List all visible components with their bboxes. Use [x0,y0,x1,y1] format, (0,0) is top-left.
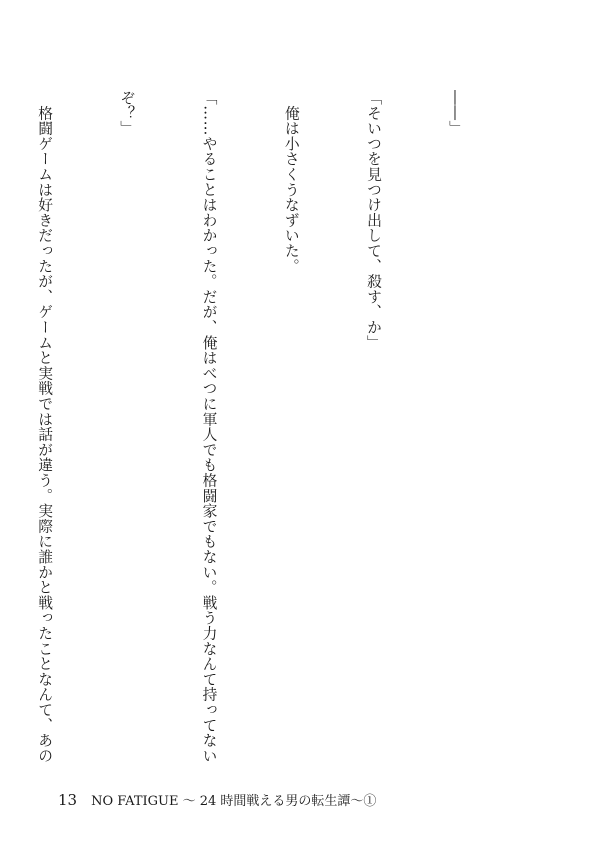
body-line: 「……やることはわかった。だが、俺はべつに軍人でも格闘家でもない。戦う力なんて持ってない [200,90,218,764]
page-number: 13 [58,791,78,809]
page-footer [58,790,376,814]
body-line: 「そいつを見つけ出して、殺す、か」 [364,90,382,351]
body-line: ぞ？」 [118,90,136,136]
body-line: ――」 [447,90,465,136]
body-line: 格闘ゲームは好きだったが、ゲームと実戦では話が違う。実際に誰かと戦ったことなんて、あの [36,90,54,764]
body-line: 俺は小さくうなずいた。 [282,90,300,274]
running-title: NO FATIGUE ～ 24 時間戦える男の転生譚～① [91,794,377,809]
vertical-body-text [36,90,524,770]
